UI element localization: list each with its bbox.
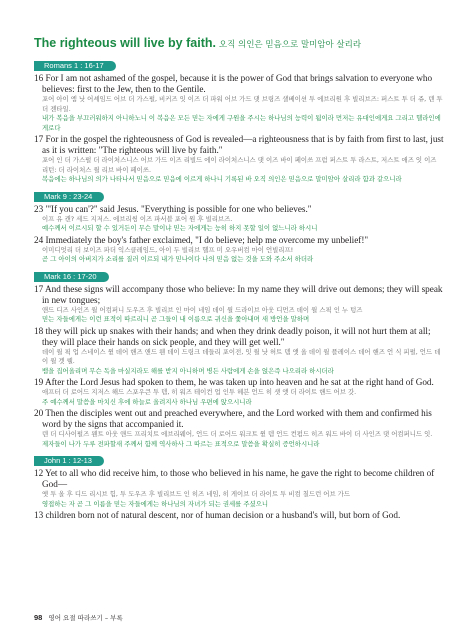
title-english: The righteous will live by faith.: [34, 36, 216, 50]
scripture-reference-badge: John 1 : 12-13: [34, 456, 104, 466]
verse-korean: 곧 그 아이의 아버지가 소리를 질러 이르되 내가 믿나이다 나의 믿음 없는 것을 도와 주소서 하더라: [42, 255, 314, 263]
verse-block: [34, 204, 444, 234]
scripture-reference-badge: Mark 9 : 23-24: [34, 192, 104, 202]
verse-korean: 예수께서 이르시되 할 수 있거든이 무슨 말이냐 믿는 자에게는 능히 하지 못할 일이 없느니라 하시니: [42, 224, 318, 232]
verse-block: [34, 326, 444, 377]
verse-block: [34, 235, 444, 265]
verse-korean: 복음에는 하나님의 의가 나타나서 믿음으로 믿음에 이르게 하나니 기록된 바 오직 의인은 믿음으로 말미암아 살리라 함과 같으니라: [42, 175, 402, 183]
verse-english: 17 For in the gospel the righteousness of God is revealed—a righteousness that is by faith from first to last, just as it is written: "The righteous will live by faith.": [34, 134, 444, 155]
verse-pronunciation: 옛 투 올 후 디드 리시브 힘, 투 도우즈 후 빌리브드 인 히즈 네임, 히 게이브 더 라이트 투 비컴 칠드런 어브 가드: [42, 490, 351, 498]
verse-pronunciation: 포어 아이 엠 낫 어셰임드 어브 더 가스펄, 비커즈 잇 이즈 더 파워 어브 가드 댓 브링즈 샐베이션 투 에브리원 후 빌리브즈: 퍼스트 투 더 쥬, 덴 투 더 젠타일.: [42, 95, 443, 113]
verse-english: 12 Yet to all who did receive him, to those who believed in his name, he gave the right to become children of God—: [34, 468, 435, 489]
verse-korean: 제자들이 나가 두루 전파할새 주께서 함께 역사하사 그 따르는 표적으로 말씀을 확실히 증언하시니라: [42, 439, 320, 448]
verse-korean: 주 예수께서 말씀을 마치신 후에 하늘로 올려지사 하나님 우편에 앉으시니라: [42, 397, 252, 406]
verse-block: [34, 468, 444, 509]
scripture-reference-badge: Mark 16 : 17-20: [34, 272, 109, 282]
verse-block: [34, 73, 444, 133]
verse-block: [34, 510, 444, 521]
section-mark-9: [34, 186, 444, 265]
verse-korean: 영접하는 자 곧 그 이름을 믿는 자들에게는 하나님의 자녀가 되는 권세를 주셨으니: [42, 499, 269, 508]
verse-korean: 믿는 자들에게는 이런 표적이 따르리니 곧 그들이 내 이름으로 귀신을 쫓아내며 새 방언을 말하며: [42, 315, 310, 323]
document-page: [34, 36, 444, 522]
page-title: [34, 36, 444, 52]
verse-pronunciation: 이미디엇리 더 보이즈 파더 익스클레임드, 아이 두 빌리브 헬프 미 오우버컴 마이 언빌리프!: [42, 245, 294, 254]
verse-block: [34, 134, 444, 185]
verse-english: 20 Then the disciples went out and preached everywhere, and the Lord worked with them and confirmed his word by the signs that accompanied it.: [34, 408, 432, 429]
section-mark-16: [34, 266, 444, 450]
scripture-reference-badge: Romans 1 : 16-17: [34, 61, 116, 71]
verse-block: [34, 408, 444, 449]
verse-pronunciation: 이프 유 캔? 세드 지저스. 에브리씽 이즈 파서블 포어 원 후 빌리브즈.: [42, 214, 233, 223]
section-john: [34, 450, 444, 521]
verse-english: 13 children born not of natural descent, nor of human decision or a husband's will, but born of God.: [34, 510, 401, 520]
verse-english: 17 And these signs will accompany those who believe: In my name they will drive out demons; they will speak in new tongues;: [34, 283, 443, 305]
verse-korean: 뱀을 집어올리며 무슨 독을 마실지라도 해를 받지 아니하며 병든 사람에게 손을 얹은즉 나으리라 하시더라: [42, 366, 334, 375]
verse-block: [34, 284, 444, 325]
verse-pronunciation: 덴 더 디사이펄즈 웬트 아웃 앤드 프리치트 에브리웨어, 언드 더 로어드 워크트 윋 뎀 언드 컨펌드 히즈 워드 바이 더 사인즈 댓 어컴퍼니드 잇.: [42, 430, 433, 438]
section-romans: [34, 55, 444, 185]
verse-block: [34, 377, 444, 407]
verse-pronunciation: 데이 윌 픽 업 스네이스 윋 데어 핸즈 앤드 웬 데이 드링크 데들리 포이전, 잇 윌 낫 허트 뎀 앳 올 데이 윌 플레이스 데어 핸즈 언 식 피펄, 언드 데이 윌 겟 웰.: [42, 347, 441, 365]
page-number: 98: [34, 613, 43, 622]
verse-pronunciation: 포어 인 더 가스펄 더 라이처스니스 어브 가드 이즈 리빌드 에이 라이처스니스 댓 이즈 바이 페이쓰 프럼 퍼스트 투 라스트, 저스트 애즈 잇 이즈 리턴: 더 라이처스 윌 리브 바이 페이쓰.: [42, 156, 437, 174]
verse-english: 19 After the Lord Jesus had spoken to them, he was taken up into heaven and he sat at the right hand of God.: [34, 377, 434, 387]
verse-korean: 내가 복음을 부끄러워하지 아니하노니 이 복음은 모든 믿는 자에게 구원을 주시는 하나님의 능력이 됨이라 먼저는 유대인에게요 그리고 헬라인에게로다: [42, 114, 441, 132]
footer-book-title: 영어 요절 따라쓰기 – 부록: [48, 614, 123, 622]
title-korean: 오직 의인은 믿음으로 말미암아 살리라: [218, 40, 362, 50]
page-footer: [34, 613, 123, 622]
verse-english: 23 "'If you can'?" said Jesus. "Everything is possible for one who believes.": [34, 203, 312, 214]
verse-english: 24 Immediately the boy's father exclaimed, "I do believe; help me overcome my unbelief!": [34, 234, 369, 245]
verse-english: 16 For I am not ashamed of the gospel, because it is the power of God that brings salvation to everyone who believes: first to the Jew, then to the Gentile.: [34, 73, 433, 94]
verse-pronunciation: 애프터 더 로어드 지저스 해드 스포우큰 투 뎀, 히 워즈 테이컨 업 인투 헤븐 언드 히 샛 앳 더 라이트 핸드 어브 갓.: [42, 388, 357, 396]
verse-english: 18 they will pick up snakes with their hands; and when they drink deadly poison, it will not hurt them at all; they will place their hands on sick people, and they will get well.": [34, 325, 431, 347]
verse-pronunciation: 앤드 디즈 사인즈 윌 어컴퍼니 도우즈 후 빌리브 인 마이 네임 데이 윌 드라이브 아웃 디먼즈 데이 윌 스픽 인 누 텅즈: [42, 305, 363, 314]
